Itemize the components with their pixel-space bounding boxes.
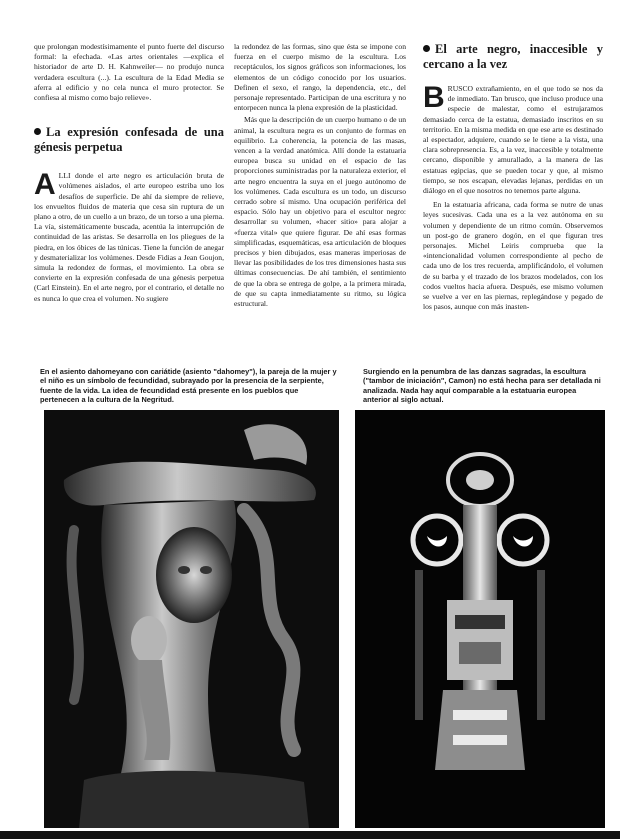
column-2-body-2: Más que la descripción de un cuerpo humano o de un animal, la escultura negra es un conjunto de formas en equilibrio. La coherencia, la potencia de las masas, vencen a la verdad anatómica. Allí donde la estatuaria europea busca su unidad en el espacio de las proporciones suministradas por la naturaleza exterior, el arte negro encuentra la suya en el juego autónomo de los volúmenes. Cada escultura es un todo, un discurso cerrado sobre sí mismo. Una ocupación periférica del espacio. Sólo hay un objetivo para el escultor negro: desarrollar su volumen, «hacer sitio» para alojar a «fuerza vital» que quiere figurar. De ahí esas formas simplificadas, esquemáticas, esa articulación de bloques precisos y bien dibujados, esas maneras imperiosas de llevar las posibilidades de los tres dimensiones hasta sus últimas consecuencias. De ahí también, el sentimiento de que la obra se entrega de golpe, a la primera mirada, de que su capta inmediatamente su ritmo, su lógica estructural.: [234, 115, 406, 309]
column-1-body-text: LLI donde el arte negro es articulación bruta de volúmenes aislados, el arte europeo estriba uno los desafíos de superficie. De ahí da siempre de relieve, los envueltos fluidos de materia que cesa sin ruptura de un plano a otro, de un cuello a un brazo, de un torso a una pierna. La vía, sistemáticamente buscada, acentúa la interrupción de continuidad de las aristas. Se desarrolla en los pliegues de la piedra, en los óbices de las túnicas. Tiene la función de anegar y desmaterializar los volúmenes. Desde Fidias a Jean Goujon, simula la redondez de formas, el movimiento. La obra se convierte en la expresión confesada de una génesis perpetua (Carl Einstein). En el arte negro, por el contrario, el detalle no es nunca lo que crea el volumen. No sugiere: [34, 171, 224, 303]
heading-text: La expresión confesada de una génesis perpetua: [34, 125, 224, 155]
bullet-icon: [34, 128, 41, 135]
column-1-continuation: que prolongan modestísimamente el punto fuerte del discurso formal: la efechada. «Las artes orientales —explica el historiador de arte D. H. Kahnweiler— no produjo nunca verdadera escultura (...). La escultura de la Edad Media se aferra al edificio y no cela nunca el muro protector. Se confiesa al mismo como bajo relieve».: [34, 42, 224, 103]
photo-dahomey-stool: [44, 410, 339, 828]
photo-caption-right: Surgiendo en la penumbra de las danzas sagradas, la escultura ("tambor de iniciación", Camon) no está hecha para ser detallada ni analizada. Nada hay aquí comparable a la estatuaria europea anterior al siglo actual.: [363, 367, 601, 405]
stool-sculpture-illustration: [44, 410, 339, 828]
article-column-2: [234, 42, 406, 309]
section-heading-arte-negro: [423, 42, 603, 72]
heading-text: El arte negro, inaccesible y cercano a la vez: [423, 42, 603, 71]
column-2-body: la redondez de las formas, sino que ésta se impone con fuerza en el cuerpo mismo de la escultura. Los receptáculos, los signos gráficos son informaciones, los elementos de un código conocido por los usuarios. Definen el sexo, el rango, la dependencia, etc., del personaje representado. Participan de una escritura y no entorpecen nunca la plena expresión de la plasticidad.: [234, 42, 406, 113]
column-3-body: [423, 81, 603, 196]
photo-initiation-drum: [355, 410, 605, 828]
drop-cap-b: B: [423, 81, 445, 114]
article-column-3: [423, 42, 603, 312]
drum-sculpture-illustration: [355, 410, 605, 828]
bullet-icon: [423, 45, 430, 52]
drop-cap-a: A: [34, 168, 56, 202]
column-3-body-text: RUSCO extrañamiento, en el que todo se nos da de inmediato. Tan brusco, que incluso produce una especie de malestar, como el estrujaramos demasiado cerca de la estatua, demasiado inscritos en su territorio. En la misma medida en que ese arte es destinado al espectador, adquiere, cuando se le tiene a la vista, una clara sobrepresencia. Es, a la vez, inaccesible y totalmente cercano, disponible y amurallado, a la manera de las estatuas egipcias, que se pueden tocar y que, al mismo tiempo, se nos escapan, elevadas lejanas, perdidas en un diálogo en el que nosotros no tenemos parte alguna.: [423, 84, 603, 196]
photo-caption-left: En el asiento dahomeyano con cariátide (asiento "dahomey"), la pareja de la mujer y el niño es un símbolo de fecundidad, subrayado por la presencia de la serpiente, fuente de la vida. La idea de fecundidad está presente en los pueblos que pertenecen a la cultura de la Negritud.: [40, 367, 337, 405]
column-1-body: [34, 168, 224, 304]
section-heading-expresion: [34, 125, 224, 155]
page-bottom-rule: [0, 831, 620, 839]
column-3-body-2: En la estatuaria africana, cada forma se nutre de unas leyes sucesivas. Cada una es a la vez autónoma en su volumen y dependiente de un ritmo común. Observemos un post-go de granero dogón, en el que figuran tres personajes. Michel Leiris comprueba que la «intencionalidad volumen correspondiente al pecho de cada uno de los tres recuerda, amplificándolo, el volumen de su barba y el trazado de los brazos modelados, con los codos vueltos hacia afuera. Después, ese mismo volumen se vuelve a ver en las piernas, replegándose y pegado de los pasos, aunque con más inasten-: [423, 200, 603, 312]
article-column-1: [34, 42, 224, 304]
